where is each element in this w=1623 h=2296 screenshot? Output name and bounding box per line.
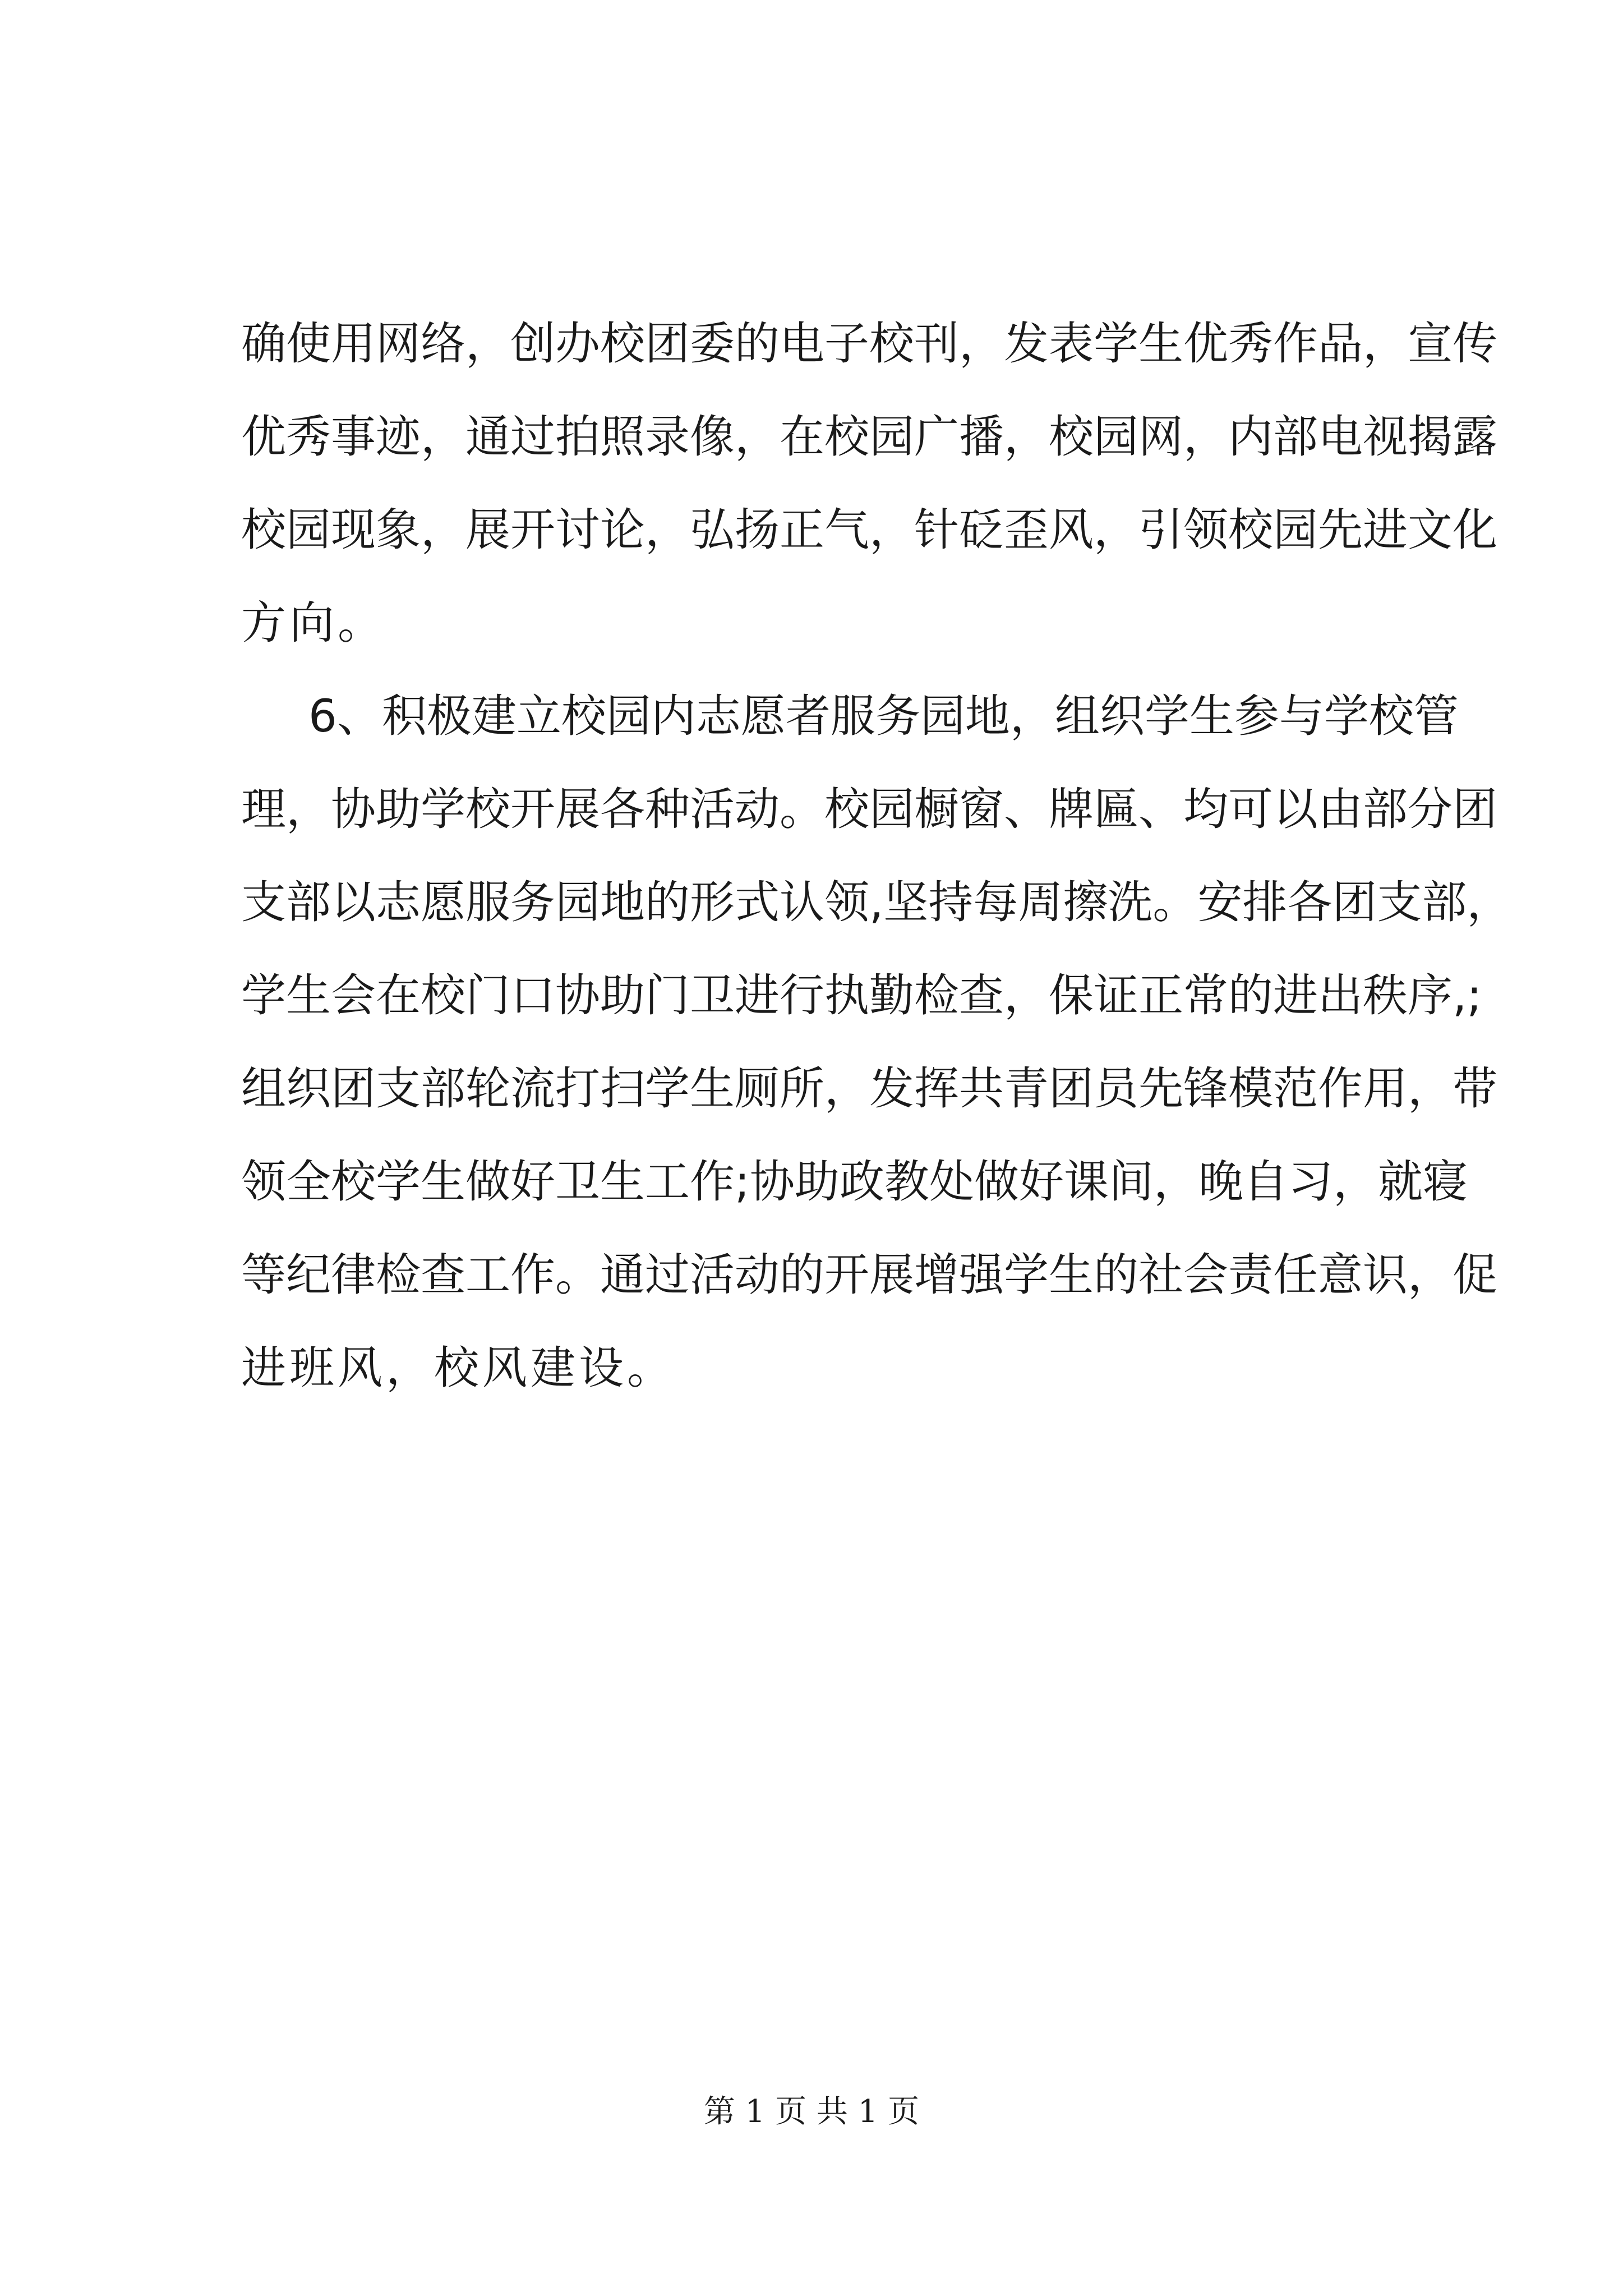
text-line: 理，协助学校开展各种活动。校园橱窗、牌匾、均可以由部分团 <box>241 783 1497 835</box>
text-line: 校园现象，展开讨论，弘扬正气，针砭歪风，引领校园先进文化 <box>241 504 1497 556</box>
document-body <box>241 297 1512 1415</box>
text-line: 方向。 <box>241 597 386 649</box>
page-footer <box>0 2090 1623 2134</box>
text-line: 组织团支部轮流打扫学生厕所，发挥共青团员先锋模范作用，带 <box>241 1062 1497 1115</box>
text-line: 支部以志愿服务园地的形式认领,坚持每周擦洗。安排各团支部， <box>241 876 1512 928</box>
text-line: 等纪律检查工作。通过活动的开展增强学生的社会责任意识，促 <box>241 1249 1497 1301</box>
text-line: 确使用网络，创办校团委的电子校刊，发表学生优秀作品，宣传 <box>241 318 1497 370</box>
text-line: 6、积极建立校园内志愿者服务园地，组织学生参与学校管 <box>308 690 1459 742</box>
page-number-label: 第 1 页 共 1 页 <box>703 2093 920 2130</box>
text-line: 进班风，校风建设。 <box>241 1342 675 1394</box>
text-line: 领全校学生做好卫生工作;协助政教处做好课间，晚自习，就寝 <box>241 1156 1468 1208</box>
paragraph-2 <box>241 670 1512 1415</box>
text-line: 优秀事迹，通过拍照录像，在校园广播，校园网，内部电视揭露 <box>241 411 1497 463</box>
text-line: 学生会在校门口协助门卫进行执勤检查，保证正常的进出秩序,; <box>241 969 1482 1022</box>
paragraph-1 <box>241 297 1497 670</box>
